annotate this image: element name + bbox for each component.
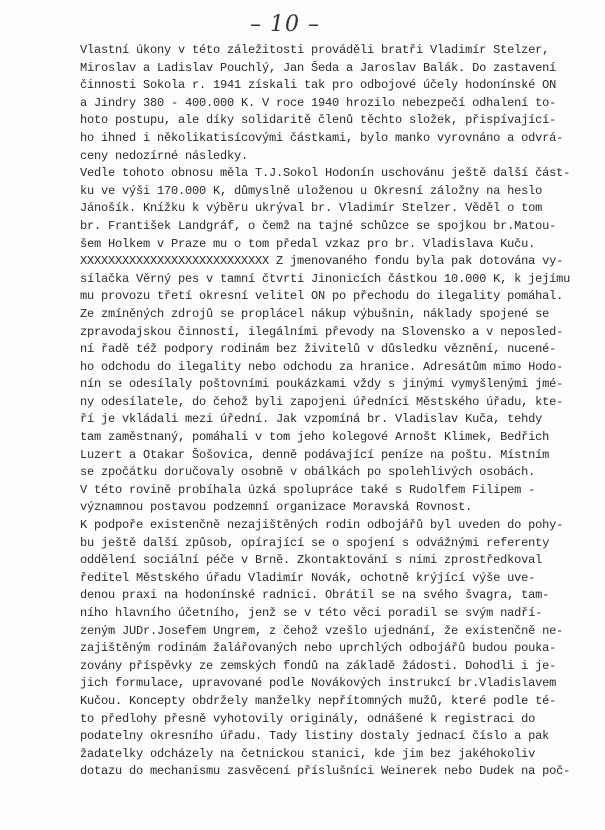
text-line: Jánošík. Knížku k výběru ukrýval br. Vladimír Stelzer. Věděl o tom [80,201,543,216]
text-line: jich formulace, upravované podle Novákových instrukcí br.Vladislavem [80,676,557,691]
text-line: ního hlavního účetního, jenž se v této věci poradil se svým nadří- [80,606,543,620]
text-line: mu provozu třetí okresní velitel ON po přechodu do ilegality pomáhal. [80,289,564,304]
text-line: významnou postavou podzemní organizace Moravská Rovnost. [80,500,473,515]
text-line: bu ještě další způsob, opírající se o spojení s odvážnými referenty [80,535,550,550]
text-line: podatelny okresního úřadu. Tady listiny dostaly jednací číslo a pak [80,729,550,744]
text-line: K podpoře existenčně nezajištěných rodin odbojářů byl uveden do pohy- [80,518,564,533]
text-line: ceny nedozírné následky. [80,148,249,163]
text-line: zajištěným rodinám žalářovaných nebo uprchlých odbojářů budou poukа- [80,641,557,656]
text-line: ředitel Městského úřadu Vladimír Novák, ochotně krýjící výše uve- [80,570,536,585]
text-line: XXXXXXXXXXXXXXXXXXXXXXXXXXX Z jmenovaného fondu byla pak dotována vy- [80,254,564,269]
text-line: Vedle tohoto obnosu měla T.J.Sokol Hodonín uschovánu ještě další část- [80,166,571,181]
text-line: ho ihned i několikatisícovými částkami, bylo manko vyrovnáno a odvrá- [80,130,564,145]
text-line: se zpočátku doručovaly osobně v obálkách po spolehlivých osobách. [80,465,536,480]
text-line: br. František Landgráf, o čemž na tajné schůzce se spojkou br.Matou- [80,218,557,233]
text-line: nín se odesílaly poštovními poukázkami vždy s jinými vymyšlenými jmé- [80,377,564,392]
text-line: činnosti Sokola r. 1941 získali tak pro odbojové účely hodonínské ON [80,78,557,93]
text-line: šem Holkem v Praze mu o tom předal vzkaz pro br. Vladislava Kuču. [80,236,536,251]
text-line: sílačka Věrný pes v tamní čtvrti Jinonicích částkou 10.000 K, k jejímu [80,271,571,286]
text-line: hoto postupu, ale díky solidaritě členů těchto složek, přispívající- [80,113,557,128]
text-line: ku ve výši 170.000 K, důmyslně uloženou u Okresní záložny na heslo [80,183,543,198]
text-line: zpravodajskou činností, ilegálními převody na Slovensko a v neposled- [80,324,564,339]
text-line: žadatelky odcházely na četnickou stanici, kde jim bez jakéhokoliv [80,746,536,761]
text-line: V této rovině probíhala úzká spolupráce také s Rudolfem Filipem - [80,482,536,497]
text-line: zeným JUDr.Josefem Ungrem, z čehož vzešlo ujednání, že existenčně ne- [80,623,564,638]
text-line: oddělení sociální péče v Brně. Zkontaktování s nimi zprostředkoval [80,553,543,568]
text-line: to předlohy přesně vyhotovily originály, odnášené k registraci do [80,711,536,726]
text-line: Luzert a Otakar Šošovica, denně podávající peníze na poštu. Místním [80,447,550,462]
text-line: a Jindry 380 - 400.000 K. V roce 1940 hrozilo nebezpečí odhalení to- [80,95,557,110]
text-line: ny odesílatele, do čehož byli zapojeni úředníci Městského úřadu, kte- [80,394,564,409]
text-line: zovány příspěvky ze zemských fondů na základě žádosti. Dohodli i je- [80,658,557,673]
text-line: Vlastní úkony v této záležitosti prováděli bratři Vladimír Stelzer, [80,43,550,57]
page-number: – 10 – [250,12,320,37]
text-line: tam zaměstnaný, pomáhali v tom jeho kolegové Arnošt Klimek, Bedřich [80,430,550,445]
text-line: Ze zmíněných zdrojů se proplácel nákup výbušnin, náklady spojené se [80,306,550,321]
text-line: ří je vkládali mezi úřední. Jak vzpomíná br. Vladislav Kuča, tehdy [80,412,543,427]
text-line: dotazu do mechanismu zasvěcení příslušníci Weinerek nebo Dudek na poč- [80,764,571,779]
text-line: Miroslav a Ladislav Pouchlý, Jan Šeda a Jaroslav Balák. Do zastavení [80,60,557,75]
text-line: ho odchodu do ilegality nebo odchodu za hranice. Adresátům mimo Hodo- [80,359,564,374]
text-line: ní řadě též podpory rodinám bez živitelů v důsledku věznění, nucené- [80,342,557,357]
body-text [80,42,590,781]
text-line: Kučou. Koncepty obdržely manželky nepřítomných mužů, které podle té- [80,693,557,708]
text-line: denou praxi na hodonínské radnici. Obrátil se na svého švagra, tam- [80,588,550,603]
